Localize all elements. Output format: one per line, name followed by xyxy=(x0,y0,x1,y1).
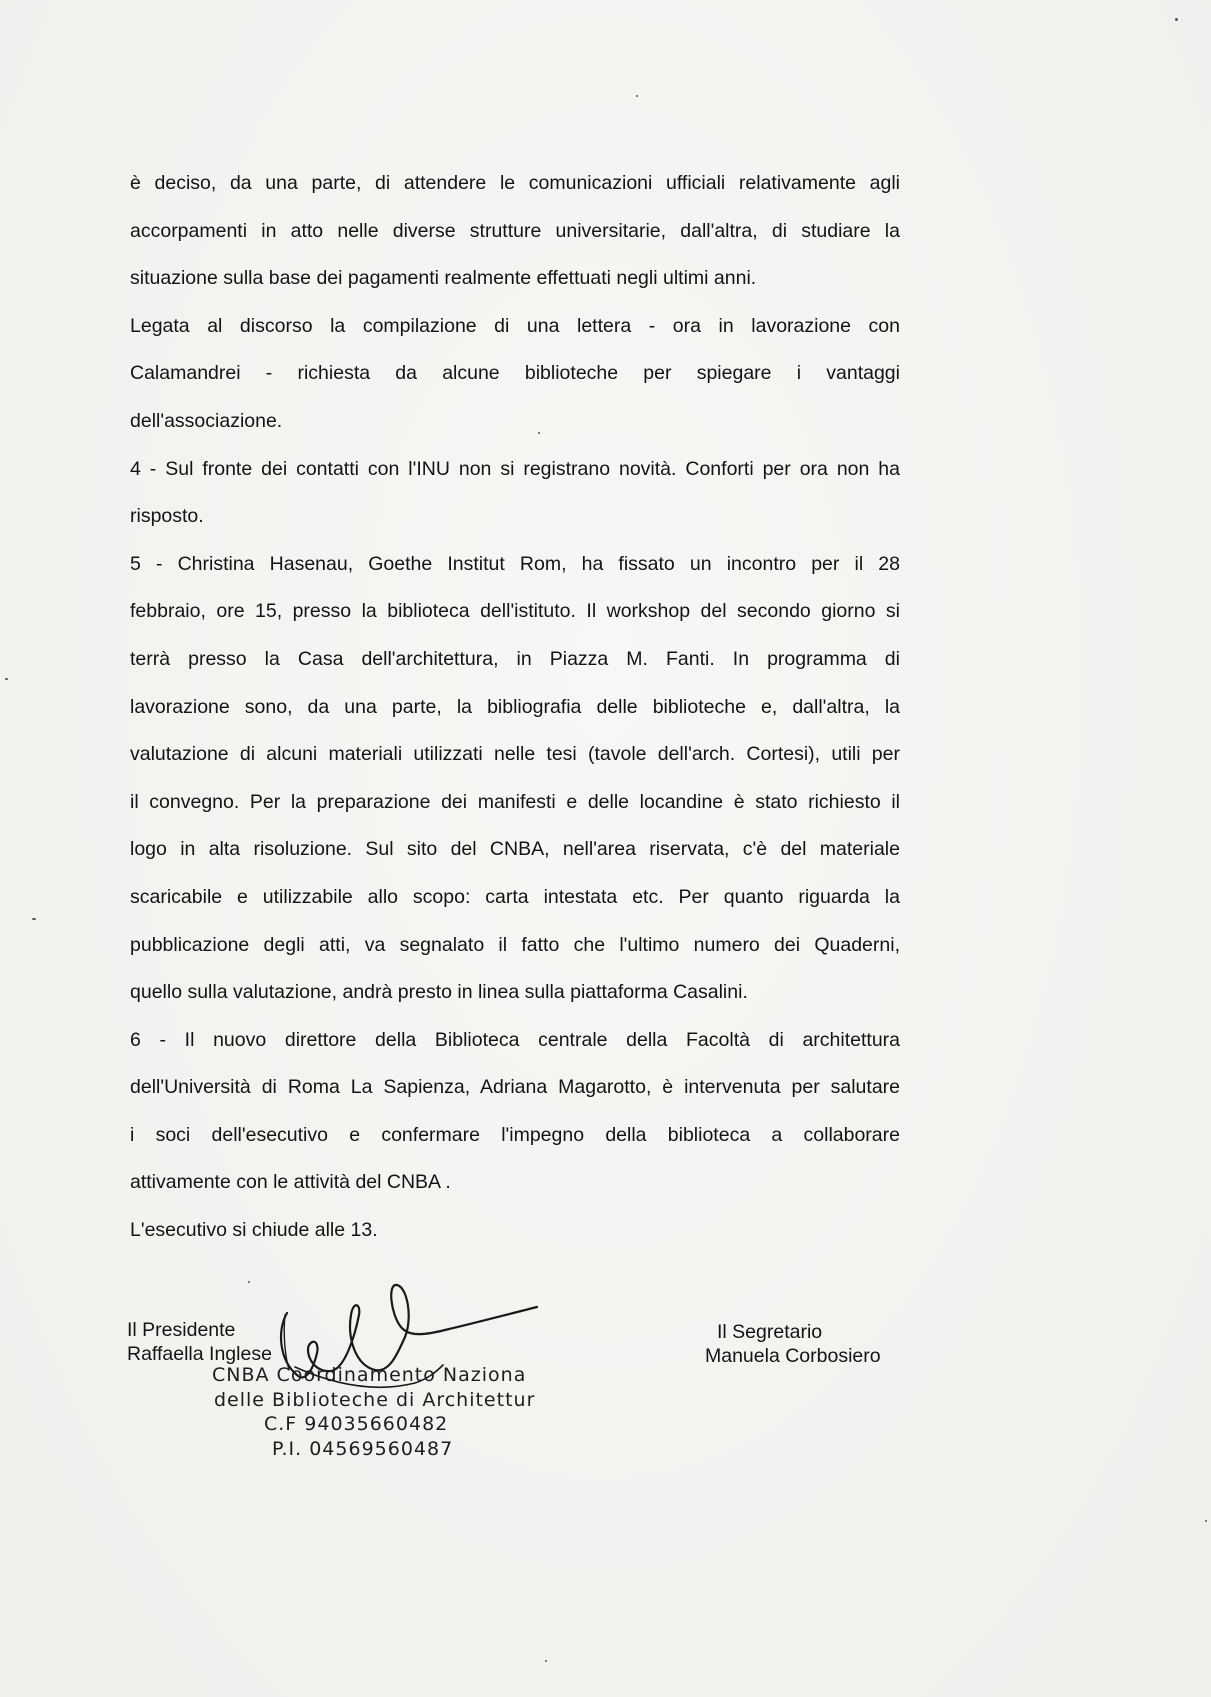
body-line: logo in alta risoluzione. Sul sito del CNBA, nell'area riservata, c'è del materiale xyxy=(130,838,900,861)
president-name: Raffaella Inglese xyxy=(127,1343,272,1365)
secretary-role: Il Segretario xyxy=(717,1321,823,1343)
body-line: Calamandrei - richiesta da alcune biblioteche per spiegare i vantaggi xyxy=(130,362,900,385)
body-line: i soci dell'esecutivo e confermare l'impegno della biblioteca a collaborare xyxy=(130,1123,900,1146)
body-line: pubblicazione degli atti, va segnalato il fatto che l'ultimo numero dei Quaderni, xyxy=(130,933,900,956)
president-signature-block xyxy=(127,1318,272,1366)
stamp-line: P.I. 04569560487 xyxy=(272,1437,454,1460)
body-line: risposto. xyxy=(130,505,204,528)
paper-speck xyxy=(545,1660,547,1662)
body-line: valutazione di alcuni materiali utilizzati nelle tesi (tavole dell'arch. Cortesi), utili per xyxy=(130,743,900,766)
body-line: il convegno. Per la preparazione dei manifesti e delle locandine è stato richiesto il xyxy=(130,790,900,813)
paper-speck xyxy=(1175,18,1178,21)
paper-speck xyxy=(538,432,540,434)
body-line: Legata al discorso la compilazione di una lettera - ora in lavorazione con xyxy=(130,314,900,337)
stamp-line: CNBA Coordinamento Naziona xyxy=(212,1364,527,1386)
body-line: situazione sulla base dei pagamenti realmente effettuati negli ultimi anni. xyxy=(130,267,757,290)
body-line: attivamente con le attività del CNBA . xyxy=(130,1171,451,1194)
body-line: dell'Università di Roma La Sapienza, Adriana Magarotto, è intervenuta per salutare xyxy=(130,1076,900,1099)
handwritten-signature xyxy=(275,1275,545,1405)
body-line: dell'associazione. xyxy=(130,409,283,432)
body-line: è deciso, da una parte, di attendere le comunicazioni ufficiali relativamente agli xyxy=(130,172,900,194)
body-line: scaricabile e utilizzabile allo scopo: carta intestata etc. Per quanto riguarda la xyxy=(130,885,900,908)
body-line: quello sulla valutazione, andrà presto in linea sulla piattaforma Casalini. xyxy=(130,981,748,1004)
body-line: febbraio, ore 15, presso la biblioteca dell'istituto. Il workshop del secondo giorno si xyxy=(130,600,900,623)
body-line: 4 - Sul fronte dei contatti con l'INU non si registrano novità. Conforti per ora non ha xyxy=(130,457,900,480)
body-line: 6 - Il nuovo direttore della Biblioteca centrale della Facoltà di architettura xyxy=(130,1028,900,1051)
paper-speck xyxy=(5,678,8,680)
stamp-line: delle Biblioteche di Architettur xyxy=(214,1388,536,1411)
stamp-line: C.F 94035660482 xyxy=(264,1413,449,1435)
paper-speck xyxy=(248,1281,250,1283)
paper-speck xyxy=(636,95,638,97)
secretary-signature-block xyxy=(705,1320,881,1368)
body-line: lavorazione sono, da una parte, la bibliografia delle biblioteche e, dall'altra, la xyxy=(130,695,900,718)
body-line: L'esecutivo si chiude alle 13. xyxy=(130,1219,378,1242)
body-line: 5 - Christina Hasenau, Goethe Institut Rom, ha fissato un incontro per il 28 xyxy=(130,552,900,575)
secretary-name: Manuela Corbosiero xyxy=(705,1345,881,1367)
document-body xyxy=(130,160,900,1255)
body-line: terrà presso la Casa dell'architettura, in Piazza M. Fanti. In programma di xyxy=(130,647,900,670)
president-role: Il Presidente xyxy=(127,1319,236,1341)
paper-speck xyxy=(1205,1520,1207,1522)
body-line: accorpamenti in atto nelle diverse strutture universitarie, dall'altra, di studiare la xyxy=(130,219,900,242)
paper-speck xyxy=(32,918,36,920)
